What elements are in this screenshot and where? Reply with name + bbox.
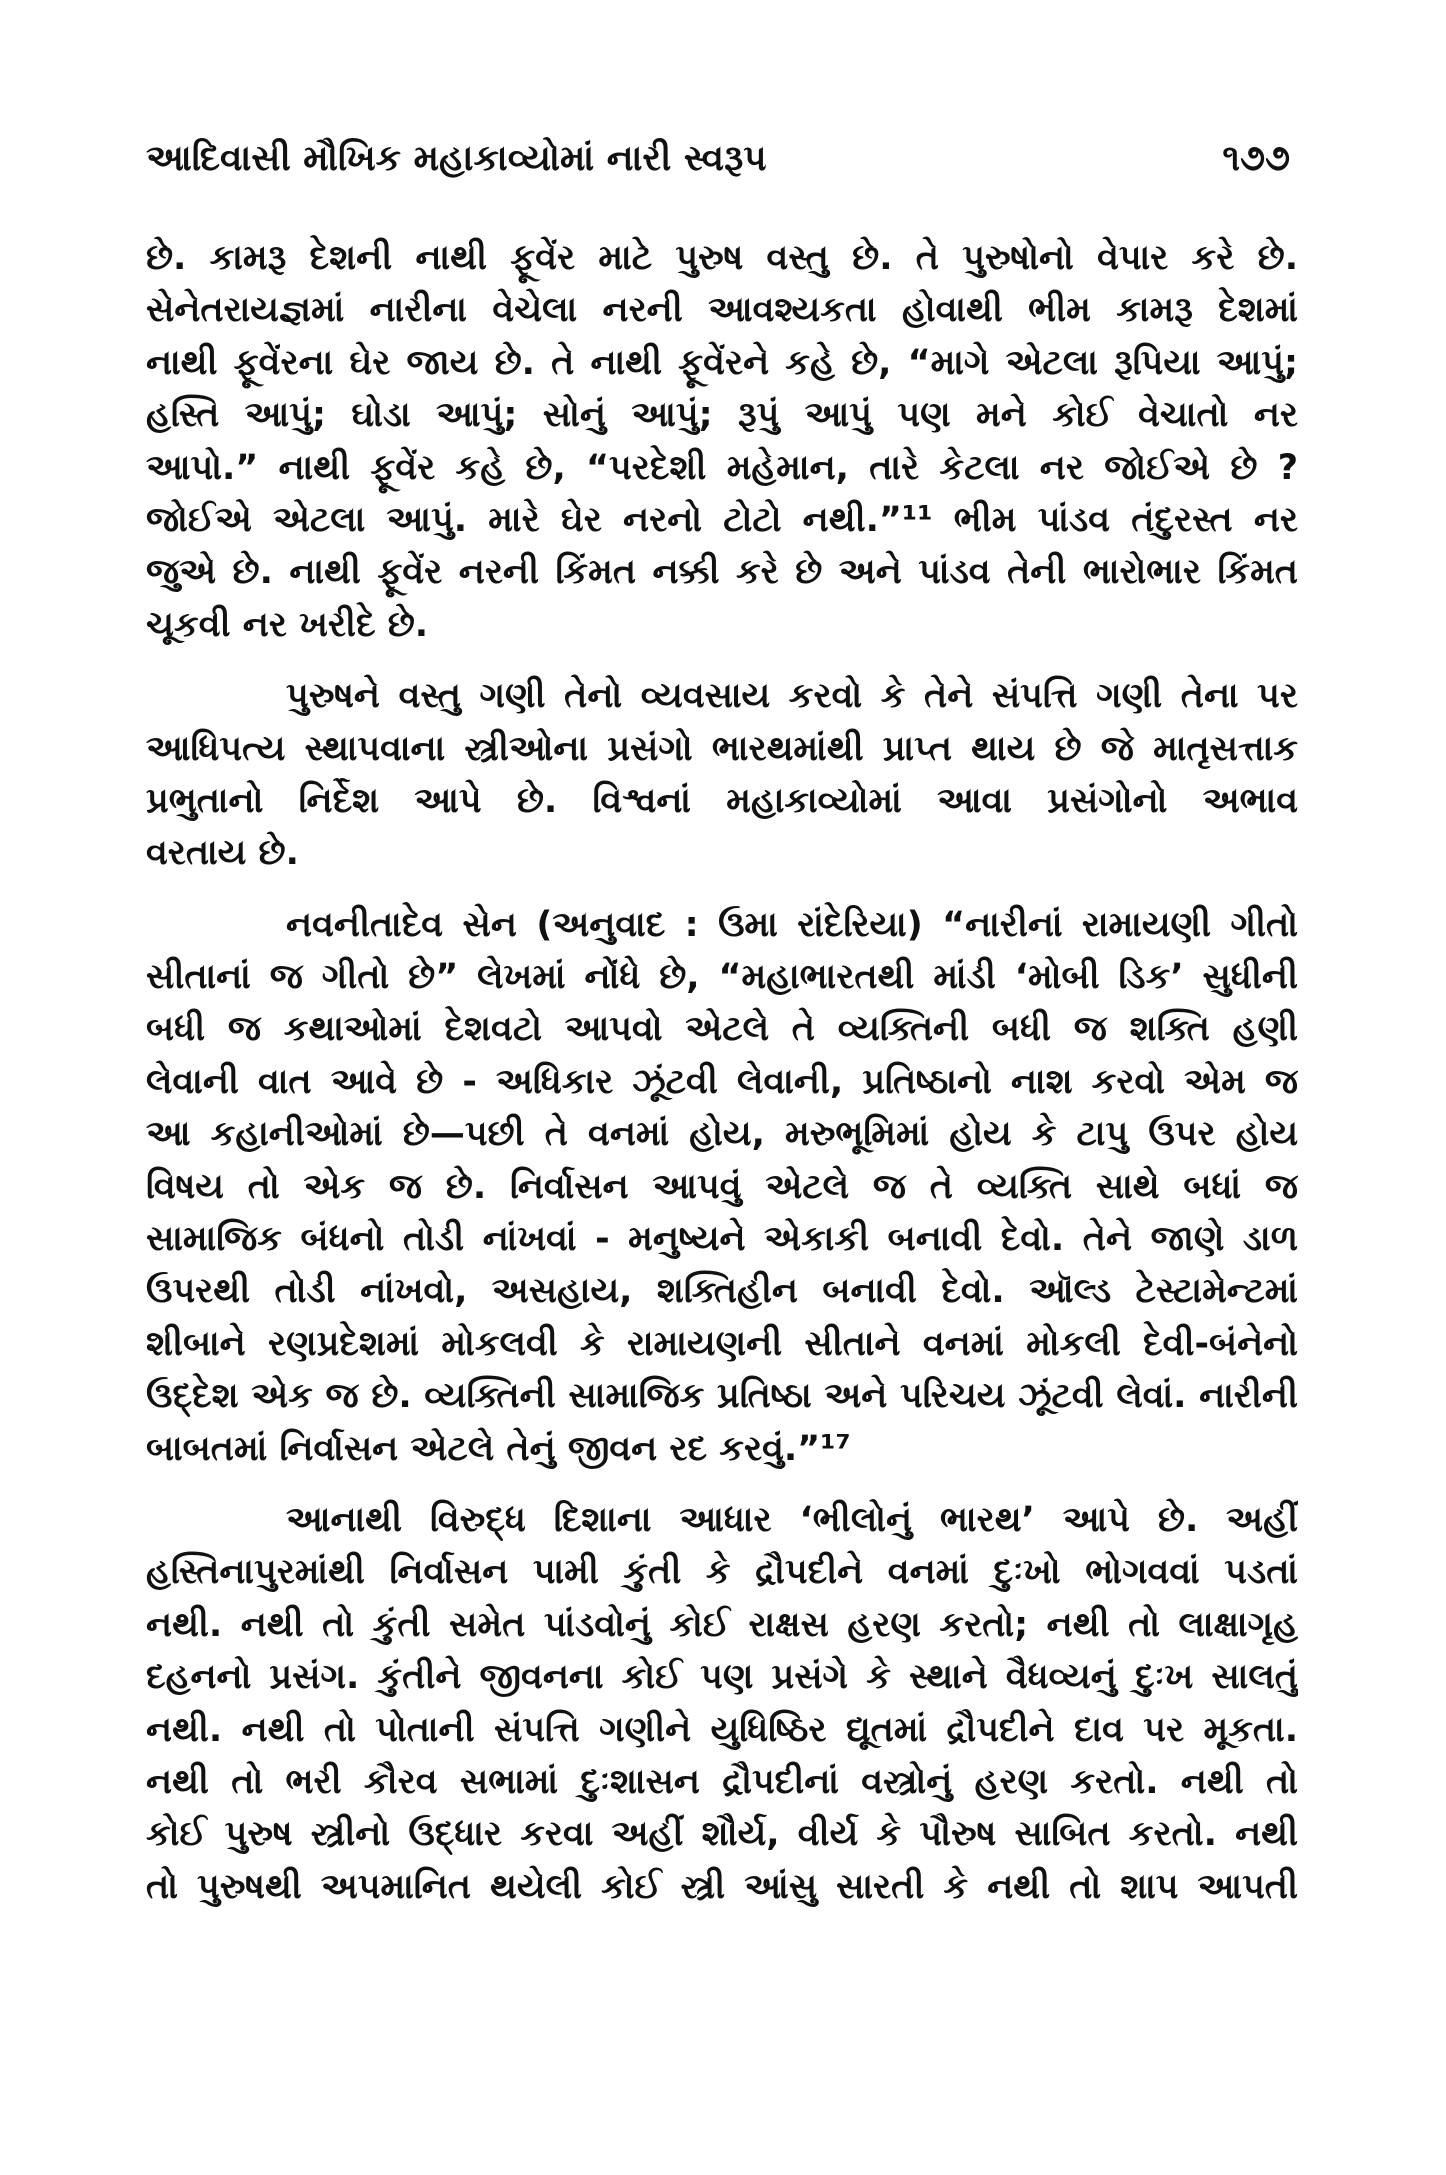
text-line: જોઈએ એટલા આપું. મારે ઘેર નરનો ટોટો નથી.”¹¹ ભીમ પાંડવ તંદુરસ્ત નર xyxy=(146,499,1298,540)
paragraph-spacer xyxy=(146,651,1298,670)
page-number: ૧૭૭ xyxy=(1222,138,1290,179)
text-line: નથી તો ભરી કૌરવ સભામાં દુઃશાસન દ્રૌપદીનાં વસ્ત્રોનું હરણ કરતો. નથી તો xyxy=(146,1761,1298,1802)
text-line: તો પુરુષથી અપમાનિત થયેલી કોઈ સ્ત્રી આંસુ સારતી કે નથી તો શાપ આપતી xyxy=(146,1866,1298,1907)
text-line: હસ્તિ આપું; ઘોડા આપું; સોનું આપું; રૂપું આપું પણ મને કોઈ વેચાતો નર xyxy=(146,395,1298,436)
text-line: કોઈ પુરુષ સ્ત્રીનો ઉદ્ધાર કરવા અહીં શૌર્ય, વીર્ય કે પૌરુષ સાબિત કરતો. નથી xyxy=(146,1814,1298,1855)
text-line: આધિપત્ય સ્થાપવાના સ્ત્રીઓના પ્રસંગો ભારથમાંથી પ્રાપ્ત થાય છે જે માતૃસત્તાક xyxy=(146,728,1298,769)
text-line: શીબાને રણપ્રદેશમાં મોકલવી કે રામાયણની સીતાને વનમાં મોકલી દેવી-બંનેનો xyxy=(146,1323,1298,1364)
chapter-title: આદિવાસી મૌખિક મહાકાવ્યોમાં નારી સ્વરૂપ xyxy=(146,138,767,179)
text-line: નવનીતાદેવ સેન (અનુવાદ : ઉમા રાંદેરિયા) “નારીનાં રામાયણી ગીતો xyxy=(286,904,1298,945)
text-line: હસ્તિનાપુરમાંથી નિર્વાસન પામી કુંતી કે દ્રૌપદીને વનમાં દુઃખો ભોગવવાં પડતાં xyxy=(146,1552,1298,1593)
text-line: છે. કામરૂ દેશની નાથી ફૂવેંર માટે પુરુષ વસ્તુ છે. તે પુરુષોનો વેપાર કરે છે. xyxy=(146,238,1298,278)
text-line: નથી. નથી તો પોતાની સંપત્તિ ગણીને યુધિષ્ઠિર દ્યૂતમાં દ્રૌપદીને દાવ પર મૂકતા. xyxy=(146,1709,1298,1750)
text-line: સેનેતરાયજ્ઞમાં નારીના વેચેલા નરની આવશ્યકતા હોવાથી ભીમ કામરૂ દેશમાં xyxy=(146,290,1298,331)
text-line: વરતાય છે. xyxy=(146,833,299,874)
paragraph-spacer xyxy=(146,880,1298,899)
running-header xyxy=(146,138,1290,198)
text-line: સીતાનાં જ ગીતો છે” લેખમાં નોંધે છે, “મહાભારતથી માંડી ‘મોબી ડિક’ સુધીની xyxy=(146,957,1298,998)
paragraph-spacer xyxy=(146,1475,1298,1494)
text-line: બધી જ કથાઓમાં દેશવટો આપવો એટલે તે વ્યક્તિની બધી જ શક્તિ હણી xyxy=(146,1009,1298,1050)
text-line: દહનનો પ્રસંગ. કુંતીને જીવનના કોઈ પણ પ્રસંગે કે સ્થાને વૈધવ્યનું દુઃખ સાલતું xyxy=(146,1657,1298,1698)
text-line: પ્રભુતાનો નિર્દેશ આપે છે. વિશ્વનાં મહાકાવ્યોમાં આવા પ્રસંગોનો અભાવ xyxy=(146,780,1298,821)
paragraph-3 xyxy=(146,899,1298,1475)
paragraph-2 xyxy=(146,670,1298,880)
text-line: આનાથી વિરુદ્ધ દિશાના આધાર ‘ભીલોનું ભારથ’ આપે છે. અહીં xyxy=(286,1499,1298,1540)
text-line: આ કહાનીઓમાં છે—પછી તે વનમાં હોય, મરુભૂમિમાં હોય કે ટાપુ ઉપર હોય xyxy=(146,1114,1298,1155)
text-line: સામાજિક બંધનો તોડી નાંખવાં - મનુષ્યને એકાકી બનાવી દેવો. તેને જાણે ડાળ xyxy=(146,1219,1298,1260)
text-line: વિષય તો એક જ છે. નિર્વાસન આપવું એટલે જ તે વ્યક્તિ સાથે બધાં જ xyxy=(146,1166,1298,1207)
text-line: લેવાની વાત આવે છે - અધિકાર ઝૂંટવી લેવાની, પ્રતિષ્ઠાનો નાશ કરવો એમ જ xyxy=(146,1061,1298,1102)
text-line: ઉદ્દેશ એક જ છે. વ્યક્તિની સામાજિક પ્રતિષ્ઠા અને પરિચય ઝૂંટવી લેવાં. નારીની xyxy=(146,1376,1298,1417)
text-line: નાથી ફૂવેંરના ઘેર જાય છે. તે નાથી ફૂવેંરને કહે છે, “માગે એટલા રૂપિયા આપું; xyxy=(146,342,1298,383)
text-line: બાબતમાં નિર્વાસન એટલે તેનું જીવન રદ કરવું.”¹⁷ xyxy=(146,1428,851,1469)
paragraph-1 xyxy=(146,232,1298,651)
text-line: જુએ છે. નાથી ફૂવેંર નરની કિંમત નક્કી કરે છે અને પાંડવ તેની ભારોભાર કિંમત xyxy=(146,552,1298,593)
text-line: નથી. નથી તો કુંતી સમેત પાંડવોનું કોઈ રાક્ષસ હરણ કરતો; નથી તો લાક્ષાગૃહ xyxy=(146,1604,1298,1645)
text-line: પુરુષને વસ્તુ ગણી તેનો વ્યવસાય કરવો કે તેને સંપત્તિ ગણી તેના પર xyxy=(286,676,1298,717)
paragraph-4 xyxy=(146,1494,1298,1913)
text-line: આપો.” નાથી ફૂવેંર કહે છે, “પરદેશી મહેમાન, તારે કેટલા નર જોઈએ છે ? xyxy=(146,447,1298,488)
text-line: ઉપરથી તોડી નાંખવો, અસહાય, શક્તિહીન બનાવી દેવો. ઑલ્ડ ટેસ્ટામેન્ટમાં xyxy=(146,1271,1298,1312)
text-line: ચૂકવી નર ખરીદે છે. xyxy=(146,604,429,645)
body-text xyxy=(146,232,1298,1913)
